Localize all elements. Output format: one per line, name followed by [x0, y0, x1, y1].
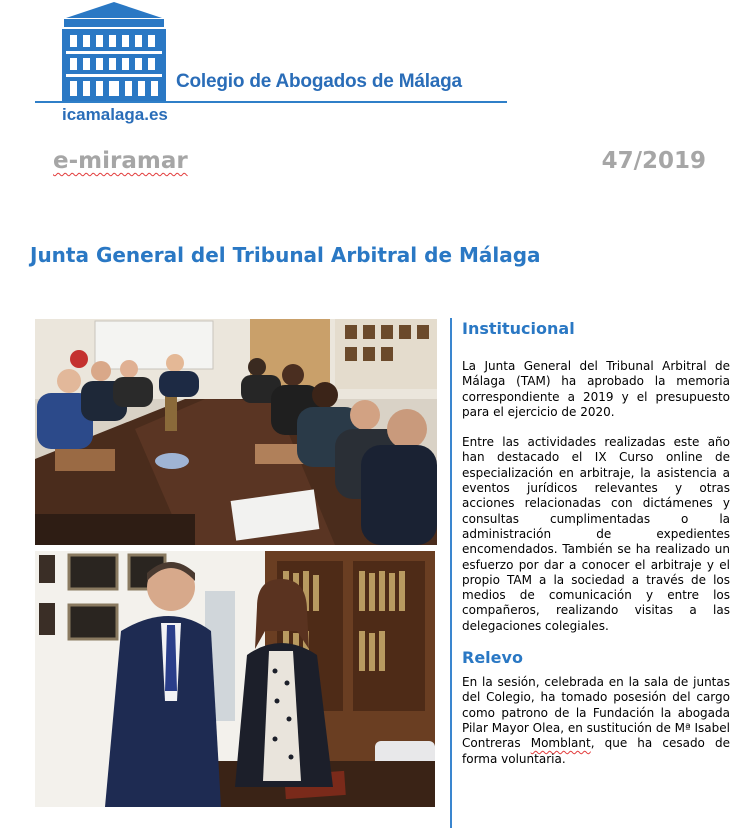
bulletin-name-text: e-miramar [53, 148, 188, 174]
paragraph [462, 675, 730, 767]
site-link[interactable]: icamalaga.es [62, 105, 168, 124]
article-headline: Junta General del Tribunal Arbitral de Málaga [30, 243, 541, 267]
header [0, 0, 748, 140]
column-divider [450, 318, 452, 828]
bulletin-name [53, 148, 188, 174]
paragraph-text: En la sesión, celebrada en la sala de juntas del Colegio, ha tomado posesión del cargo como patrono de la Fundación la abogada Pilar Mayor Olea, en sustitución de Mª Isabel Contreras [462, 675, 730, 751]
misspelled-word: Momblant [530, 736, 591, 751]
issue-number: 47/2019 [601, 148, 706, 174]
oath-photo [35, 551, 435, 807]
paragraph: La Junta General del Tribunal Arbitral de Málaga (TAM) ha aprobado la memoria correspondiente a 2019 y el presupuesto para el ejercicio de 2020. [462, 359, 730, 419]
paragraph: Entre las actividades realizadas este año han destacado el IX Curso online de especialización en arbitraje, la asistencia a eventos jurídicos relevantes y otras acciones relacionadas con dictámenes y consultas cumplimentadas o la administración de expedientes encomendados. También se ha realizado un esfuerzo por dar a conocer el arbitraje y el propio TAM a la sociedad a través de los medios de comunicación y entre los compañeros, realizando visitas a las delegaciones colegiales. [462, 435, 730, 633]
paragraph-text: , que ha cesado de forma voluntaria. [462, 736, 730, 766]
section-heading: Institucional [462, 319, 575, 338]
article-column [462, 318, 730, 767]
meeting-photo [35, 319, 437, 545]
org-name: Colegio de Abogados de Málaga [176, 71, 462, 92]
building-columns-icon [62, 2, 166, 102]
logo-underline [35, 101, 507, 103]
section-heading: Relevo [462, 648, 523, 668]
